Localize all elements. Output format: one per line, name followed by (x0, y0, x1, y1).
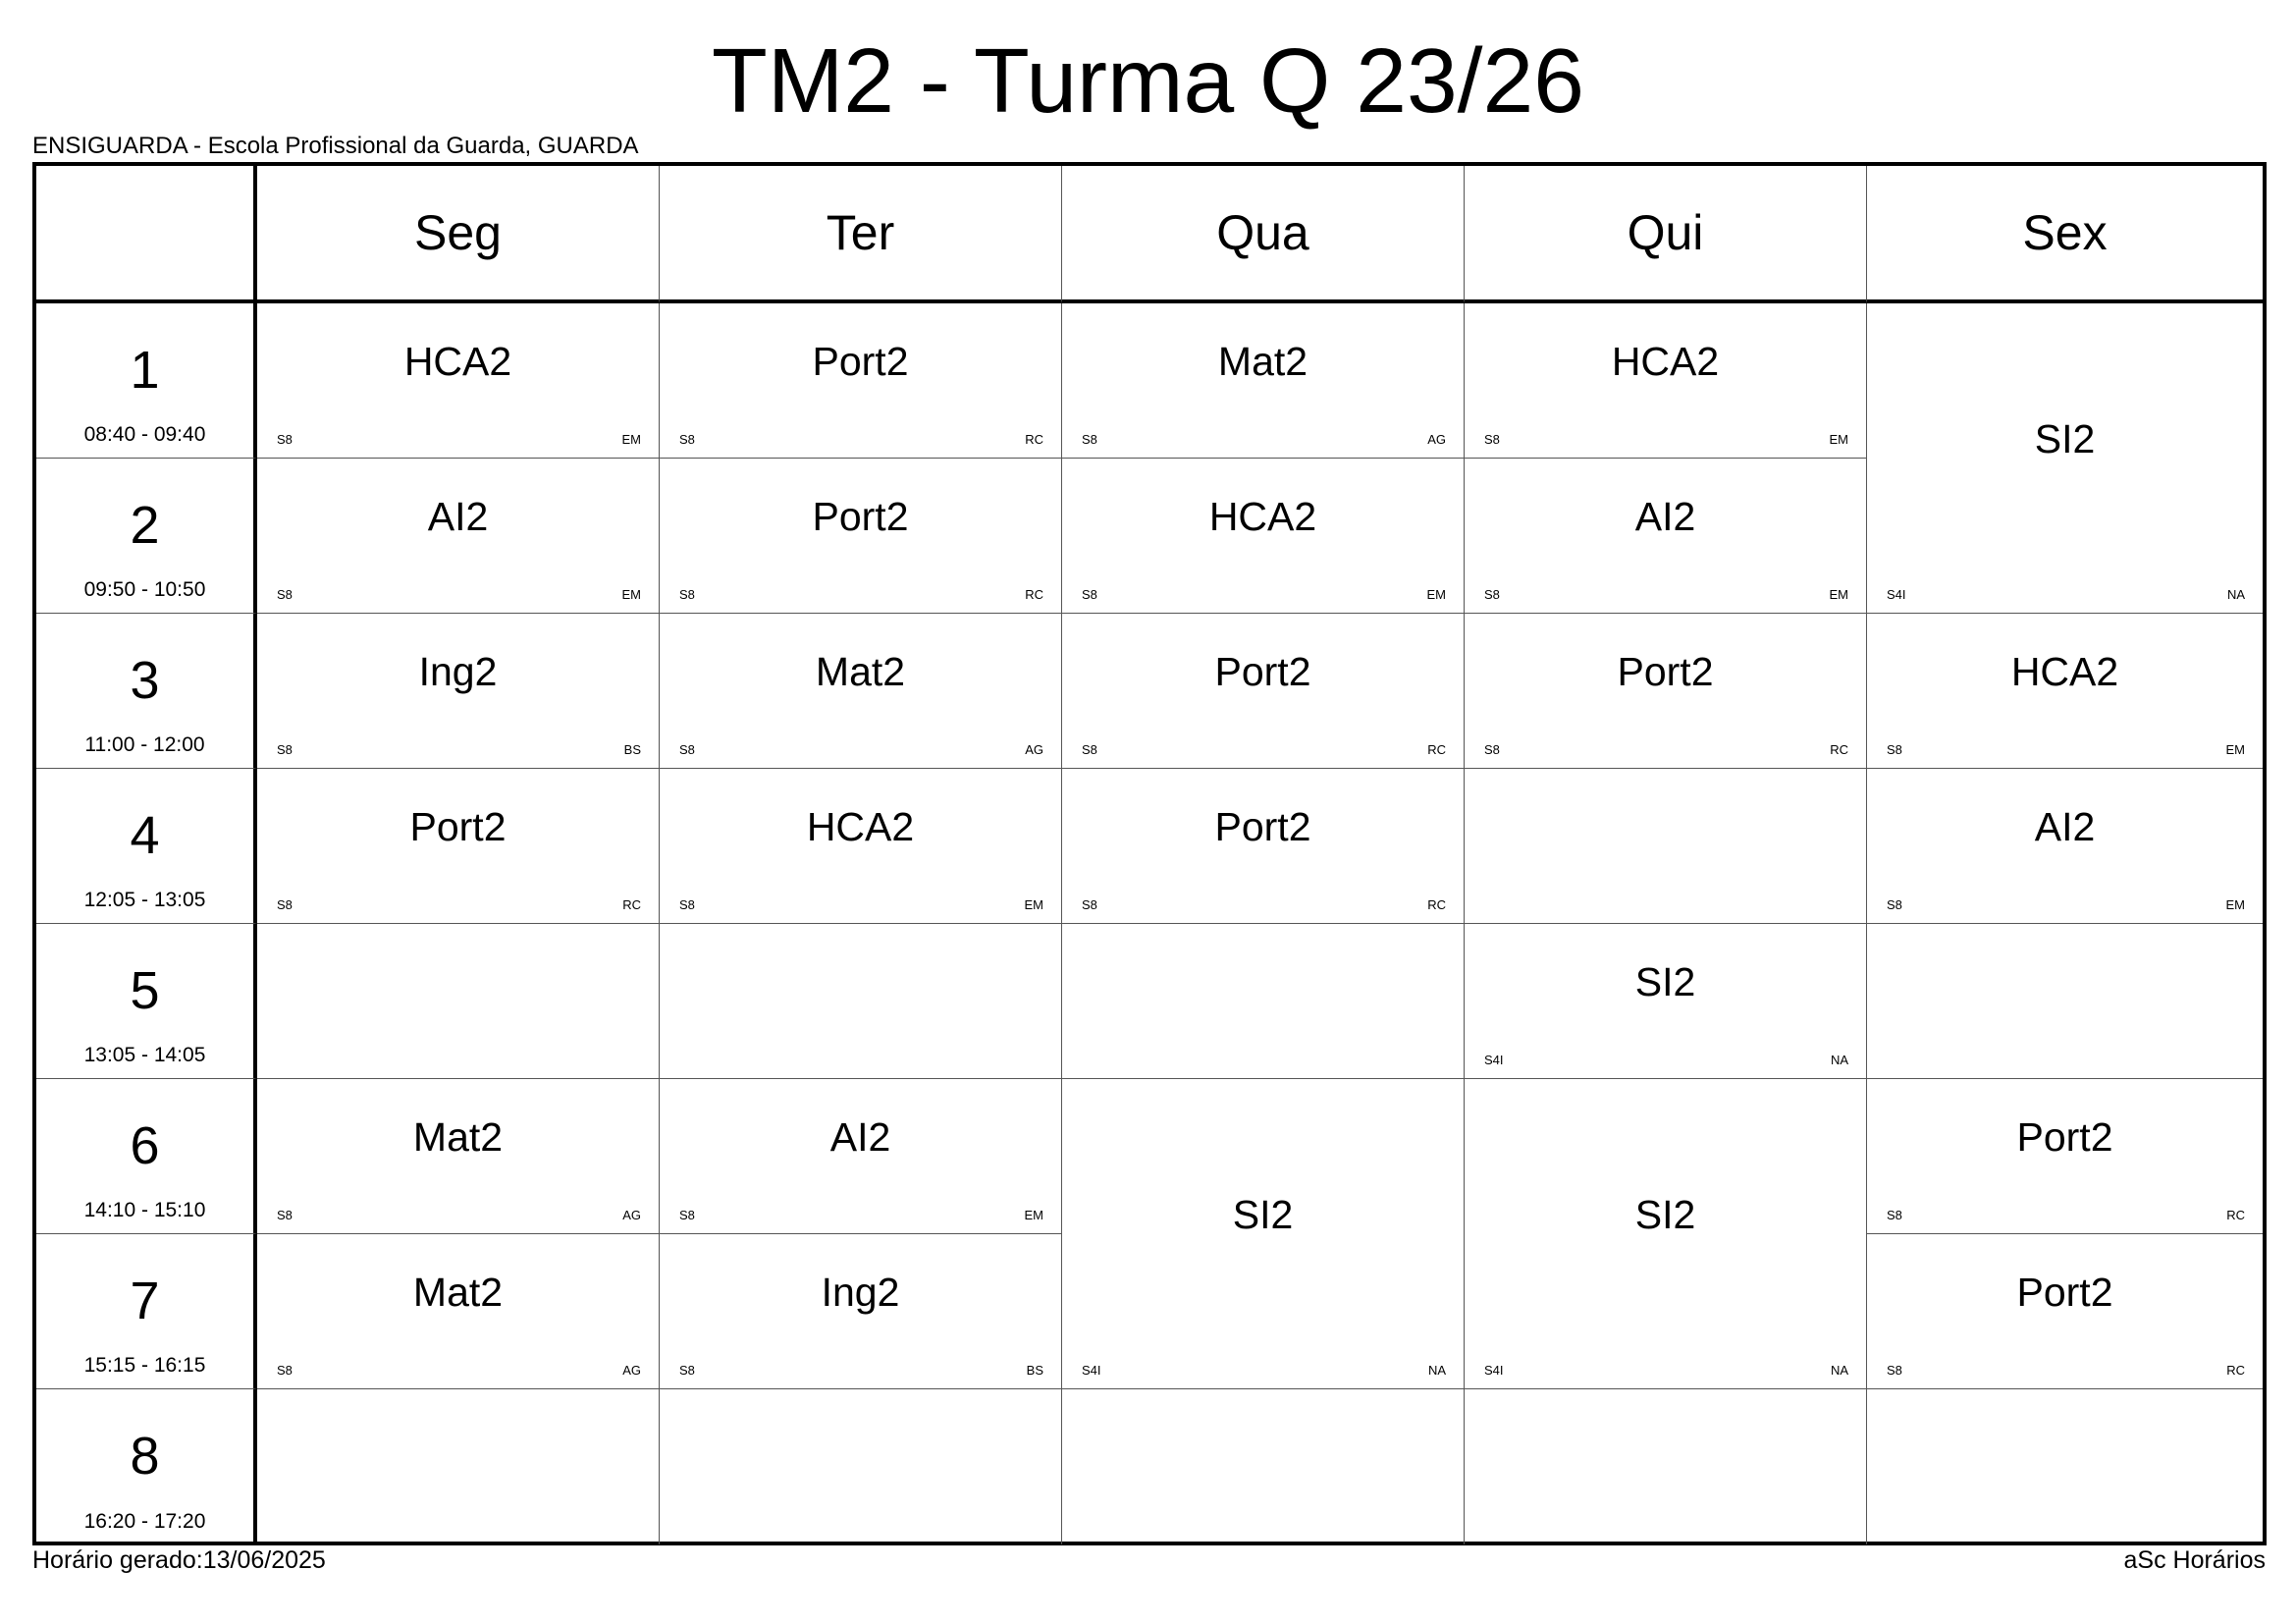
period-time: 09:50 - 10:50 (83, 578, 206, 601)
lesson-teacher: EM (2225, 742, 2245, 757)
lesson-room: S8 (679, 742, 695, 757)
period-time: 15:15 - 16:15 (83, 1354, 206, 1377)
empty-slot (1465, 1389, 1867, 1544)
lesson-subject: Port2 (2016, 1269, 2113, 1315)
lesson-subject: Port2 (1214, 648, 1311, 694)
period-number: 3 (130, 651, 160, 710)
lesson-teacher: EM (1024, 897, 1043, 912)
lesson-subject: AI2 (427, 493, 489, 539)
lesson-room: S8 (679, 897, 695, 912)
lesson-cell[interactable] (1465, 614, 1867, 769)
lesson-cell[interactable] (1062, 459, 1465, 614)
lesson-room: S4I (1887, 587, 1906, 602)
lesson-teacher: EM (621, 587, 641, 602)
school-name: ENSIGUARDA - Escola Profissional da Guarda, GUARDA (32, 133, 639, 159)
empty-slot (660, 924, 1062, 1079)
period-number: 1 (130, 341, 160, 400)
lesson-cell[interactable] (660, 1234, 1062, 1389)
period-time: 12:05 - 13:05 (83, 889, 206, 911)
lesson-teacher: EM (1426, 587, 1446, 602)
lesson-cell[interactable] (1062, 769, 1465, 924)
lesson-cell[interactable] (660, 459, 1062, 614)
lesson-subject: Ing2 (418, 648, 498, 694)
lesson-teacher: NA (1830, 1053, 1848, 1067)
lesson-teacher: RC (1427, 742, 1446, 757)
empty-slot (1062, 1389, 1465, 1544)
lesson-subject: HCA2 (1208, 493, 1317, 539)
lesson-teacher: EM (1829, 587, 1848, 602)
lesson-teacher: RC (1025, 587, 1043, 602)
period-time: 14:10 - 15:10 (83, 1199, 206, 1221)
lesson-teacher: RC (1830, 742, 1848, 757)
lesson-room: S8 (277, 1208, 293, 1222)
lesson-room: S8 (1082, 897, 1097, 912)
lesson-room: S4I (1484, 1363, 1504, 1378)
lesson-teacher: RC (2226, 1208, 2245, 1222)
lesson-cell[interactable] (1867, 1234, 2263, 1389)
lesson-cell[interactable] (660, 303, 1062, 459)
period-number: 5 (130, 961, 160, 1020)
lesson-cell[interactable] (1867, 1079, 2263, 1234)
lesson-room: S8 (679, 1363, 695, 1378)
day-header-seg (257, 166, 660, 303)
lesson-room: S8 (1887, 1208, 1902, 1222)
lesson-cell[interactable] (257, 1079, 660, 1234)
page-title: TM2 - Turma Q 23/26 (712, 29, 1584, 132)
lesson-teacher: NA (2226, 587, 2245, 602)
empty-slot (257, 924, 660, 1079)
lesson-cell[interactable] (257, 459, 660, 614)
lesson-teacher: RC (622, 897, 641, 912)
lesson-subject: Port2 (1617, 648, 1714, 694)
lesson-cell[interactable] (257, 303, 660, 459)
lesson-subject: Mat2 (412, 1113, 504, 1160)
lesson-teacher: RC (1427, 897, 1446, 912)
lesson-subject: HCA2 (403, 338, 512, 384)
lesson-room: S8 (277, 587, 293, 602)
lesson-cell[interactable] (1465, 303, 1867, 459)
empty-slot (660, 1389, 1062, 1544)
lesson-room: S8 (1887, 742, 1902, 757)
empty-slot (1465, 769, 1867, 924)
period-header-2 (36, 459, 257, 614)
lesson-subject: HCA2 (2010, 648, 2119, 694)
period-time: 13:05 - 14:05 (83, 1044, 206, 1066)
generated-date: Horário gerado:13/06/2025 (32, 1546, 326, 1574)
period-header-4 (36, 769, 257, 924)
lesson-teacher: AG (622, 1363, 641, 1378)
period-number: 8 (130, 1427, 160, 1486)
lesson-cell[interactable] (1465, 459, 1867, 614)
day-header-qui (1465, 166, 1867, 303)
lesson-teacher: RC (2226, 1363, 2245, 1378)
lesson-room: S4I (1082, 1363, 1101, 1378)
day-header-sex (1867, 166, 2263, 303)
lesson-subject: SI2 (1232, 1191, 1294, 1237)
lesson-cell[interactable] (1867, 614, 2263, 769)
lesson-subject: Port2 (812, 338, 909, 384)
lesson-cell[interactable] (257, 614, 660, 769)
lesson-subject: HCA2 (1611, 338, 1720, 384)
period-header-6 (36, 1079, 257, 1234)
lesson-cell[interactable] (660, 769, 1062, 924)
day-label: Qui (1627, 205, 1704, 260)
corner-cell (36, 166, 257, 303)
day-label: Sex (2022, 205, 2108, 260)
lesson-cell[interactable] (257, 769, 660, 924)
lesson-room: S8 (277, 1363, 293, 1378)
lesson-room: S8 (679, 587, 695, 602)
period-header-3 (36, 614, 257, 769)
lesson-room: S8 (1484, 587, 1500, 602)
lesson-subject: AI2 (1634, 493, 1696, 539)
lesson-cell[interactable] (1867, 769, 2263, 924)
lesson-cell[interactable] (1062, 614, 1465, 769)
lesson-teacher: EM (1024, 1208, 1043, 1222)
lesson-room: S8 (1082, 432, 1097, 447)
lesson-subject: Mat2 (815, 648, 906, 694)
lesson-teacher: AG (1025, 742, 1043, 757)
period-header-7 (36, 1234, 257, 1389)
period-number: 2 (130, 496, 160, 555)
lesson-teacher: NA (1830, 1363, 1848, 1378)
lesson-cell[interactable] (1867, 303, 2263, 614)
empty-slot (257, 1389, 660, 1544)
lesson-subject: SI2 (1634, 958, 1696, 1004)
lesson-subject: AI2 (829, 1113, 891, 1160)
lesson-subject: Mat2 (1217, 338, 1308, 384)
lesson-room: S8 (1887, 897, 1902, 912)
lesson-subject: Port2 (1214, 803, 1311, 849)
lesson-room: S8 (277, 432, 293, 447)
lesson-room: S8 (1082, 742, 1097, 757)
lesson-cell[interactable] (660, 614, 1062, 769)
timetable-grid (32, 162, 2267, 1545)
lesson-room: S8 (679, 432, 695, 447)
lesson-room: S4I (1484, 1053, 1504, 1067)
lesson-cell[interactable] (660, 1079, 1062, 1234)
day-header-qua (1062, 166, 1465, 303)
period-number: 7 (130, 1272, 160, 1330)
lesson-cell[interactable] (257, 1234, 660, 1389)
day-label: Qua (1216, 205, 1309, 260)
lesson-room: S8 (277, 897, 293, 912)
lesson-teacher: EM (621, 432, 641, 447)
lesson-subject: HCA2 (806, 803, 915, 849)
lesson-room: S8 (277, 742, 293, 757)
lesson-subject: Port2 (409, 803, 507, 849)
lesson-room: S8 (1082, 587, 1097, 602)
lesson-cell[interactable] (1465, 1079, 1867, 1389)
day-label: Ter (826, 205, 895, 260)
period-time: 16:20 - 17:20 (83, 1510, 206, 1533)
lesson-teacher: RC (1025, 432, 1043, 447)
lesson-teacher: EM (1829, 432, 1848, 447)
lesson-subject: AI2 (2034, 803, 2096, 849)
lesson-subject: Ing2 (821, 1269, 900, 1315)
lesson-cell[interactable] (1062, 1079, 1465, 1389)
empty-slot (1867, 1389, 2263, 1544)
lesson-cell[interactable] (1465, 924, 1867, 1079)
lesson-teacher: AG (622, 1208, 641, 1222)
lesson-room: S8 (1484, 742, 1500, 757)
lesson-teacher: AG (1427, 432, 1446, 447)
period-header-1 (36, 303, 257, 459)
empty-slot (1867, 924, 2263, 1079)
lesson-subject: SI2 (2034, 415, 2096, 461)
lesson-subject: Port2 (2016, 1113, 2113, 1160)
software-credit: aSc Horários (2123, 1546, 2266, 1574)
lesson-subject: Mat2 (412, 1269, 504, 1315)
period-header-5 (36, 924, 257, 1079)
day-label: Seg (414, 205, 502, 260)
period-header-8 (36, 1389, 257, 1544)
period-time: 11:00 - 12:00 (84, 733, 205, 756)
lesson-room: S8 (1887, 1363, 1902, 1378)
empty-slot (1062, 924, 1465, 1079)
lesson-teacher: BS (1026, 1363, 1043, 1378)
day-header-ter (660, 166, 1062, 303)
lesson-subject: SI2 (1634, 1191, 1696, 1237)
lesson-teacher: NA (1427, 1363, 1446, 1378)
lesson-subject: Port2 (812, 493, 909, 539)
lesson-teacher: BS (623, 742, 641, 757)
lesson-teacher: EM (2225, 897, 2245, 912)
period-time: 08:40 - 09:40 (83, 423, 206, 446)
lesson-cell[interactable] (1062, 303, 1465, 459)
period-number: 4 (130, 806, 160, 865)
lesson-room: S8 (1484, 432, 1500, 447)
lesson-room: S8 (679, 1208, 695, 1222)
period-number: 6 (130, 1116, 160, 1175)
